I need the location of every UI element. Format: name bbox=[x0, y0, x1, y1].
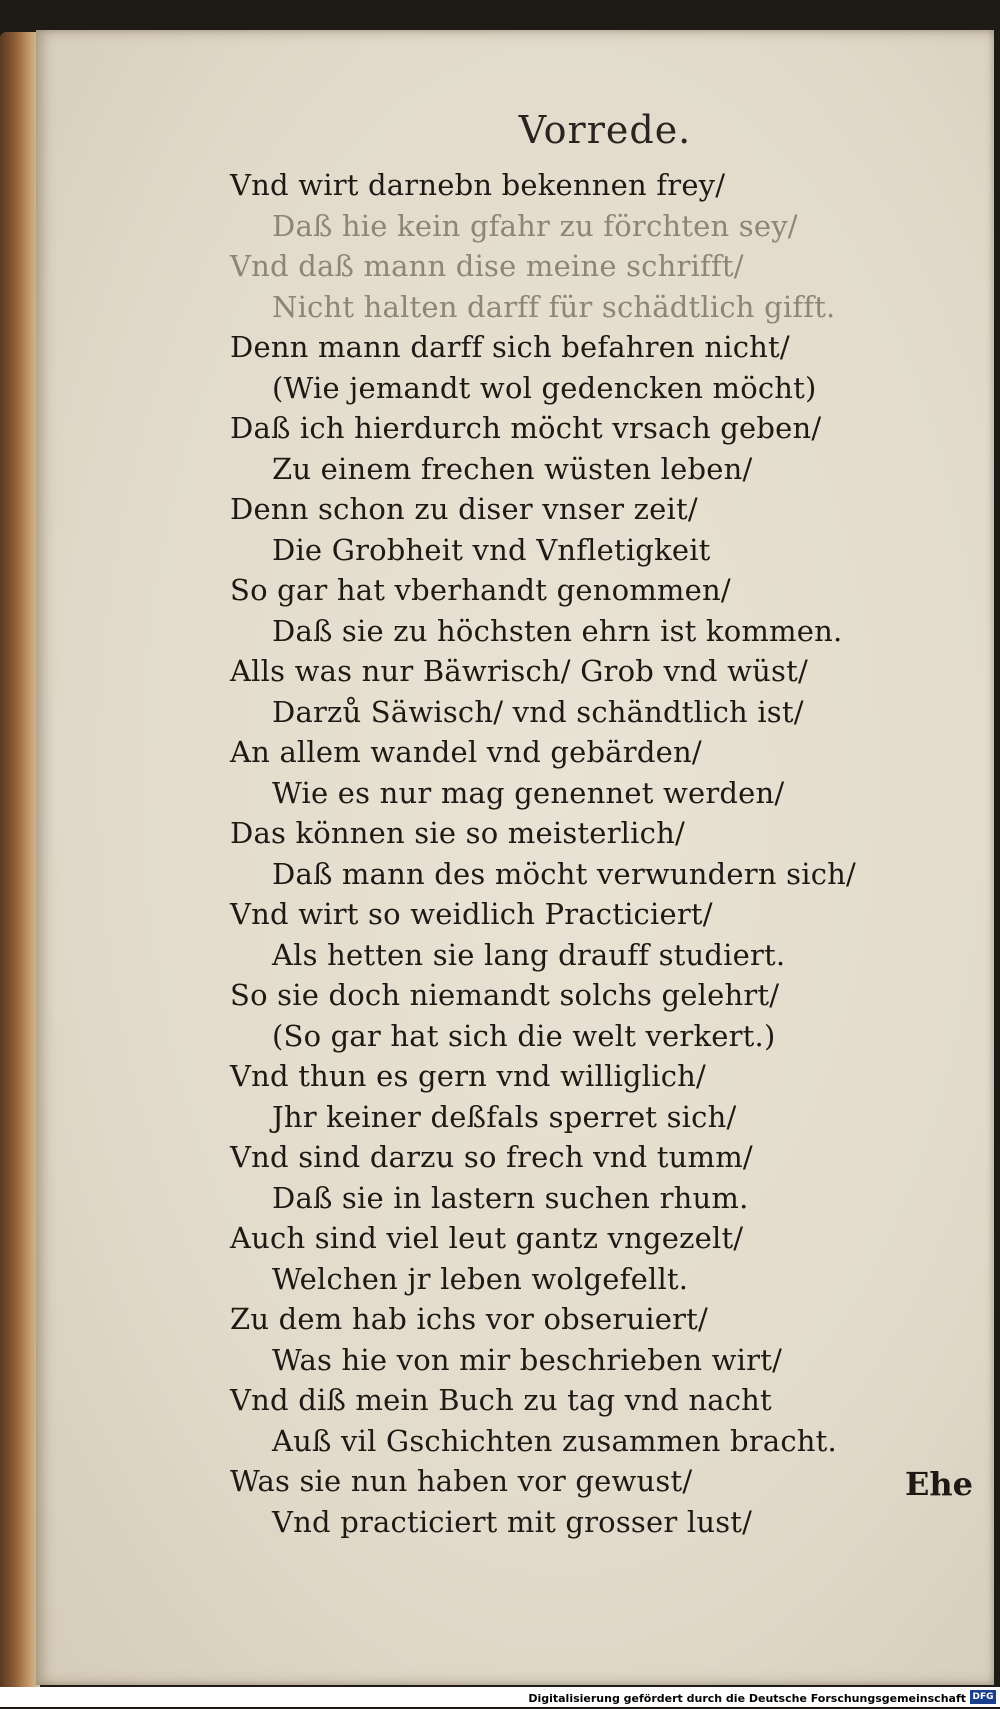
catchword: Ehe bbox=[905, 1465, 974, 1503]
verse-line: Was sie nun haben vor gewust/ bbox=[230, 1464, 693, 1498]
book-binding-edge bbox=[0, 32, 40, 1692]
dfg-logo: DFG bbox=[970, 1690, 996, 1704]
verse-line: Die Grobheit vnd Vnfletigkeit bbox=[272, 532, 711, 567]
verse-line: So gar hat vberhandt genommen/ bbox=[230, 573, 731, 607]
verse-line: Vnd diß mein Buch zu tag vnd nacht bbox=[230, 1383, 772, 1417]
verse-line: Denn schon zu diser vnser zeit/ bbox=[230, 492, 698, 526]
verse-text bbox=[230, 165, 930, 1542]
verse-line: Darzů Säwisch/ vnd schändtlich ist/ bbox=[272, 694, 804, 729]
verse-line: Welchen jr leben wolgefellt. bbox=[272, 1261, 689, 1296]
verse-line: Das können sie so meisterlich/ bbox=[230, 816, 685, 850]
verse-line: Daß sie in lastern suchen rhum. bbox=[272, 1180, 749, 1215]
verse-line: Daß hie kein gfahr zu förchten sey/ bbox=[272, 208, 798, 243]
footer-credit: Digitalisierung gefördert durch die Deutsche Forschungsgemeinschaft bbox=[528, 1692, 966, 1705]
verse-line: Vnd thun es gern vnd williglich/ bbox=[230, 1059, 707, 1093]
verse-line: Zu dem hab ichs vor obseruiert/ bbox=[230, 1302, 708, 1336]
verse-line: Nicht halten darff für schädtlich gifft. bbox=[272, 289, 836, 324]
verse-line: (So gar hat sich die welt verkert.) bbox=[272, 1018, 776, 1053]
verse-line: Vnd sind darzu so frech vnd tumm/ bbox=[230, 1140, 753, 1174]
verse-line: Alls was nur Bäwrisch/ Grob vnd wüst/ bbox=[230, 654, 808, 688]
verse-line: An allem wandel vnd gebärden/ bbox=[230, 735, 702, 769]
running-head: Vorrede. bbox=[518, 108, 692, 152]
verse-line: Vnd wirt darnebn bekennen frey/ bbox=[230, 168, 726, 202]
verse-line: Daß mann des möcht verwundern sich/ bbox=[272, 856, 856, 891]
verse-line: Vnd practiciert mit grosser lust/ bbox=[272, 1504, 753, 1539]
verse-line: Was hie von mir beschrieben wirt/ bbox=[272, 1342, 783, 1377]
verse-line: Wie es nur mag genennet werden/ bbox=[272, 775, 785, 810]
verse-line: Auch sind viel leut gantz vngezelt/ bbox=[230, 1221, 744, 1255]
verse-line: Zu einem frechen wüsten leben/ bbox=[272, 451, 753, 486]
verse-line: Auß vil Gschichten zusammen bracht. bbox=[272, 1423, 837, 1458]
verse-line: Vnd wirt so weidlich Practiciert/ bbox=[230, 897, 713, 931]
verse-line: Vnd daß mann dise meine schrifft/ bbox=[230, 249, 744, 283]
verse-line: Jhr keiner deßfals sperret sich/ bbox=[272, 1099, 737, 1134]
verse-line: Daß sie zu höchsten ehrn ist kommen. bbox=[272, 613, 843, 648]
verse-line: Daß ich hierdurch möcht vrsach geben/ bbox=[230, 411, 822, 445]
verse-line: Denn mann darff sich befahren nicht/ bbox=[230, 330, 790, 364]
verse-line: So sie doch niemandt solchs gelehrt/ bbox=[230, 978, 780, 1012]
verse-line: (Wie jemandt wol gedencken möcht) bbox=[272, 370, 817, 405]
verse-line: Als hetten sie lang drauff studiert. bbox=[272, 937, 786, 972]
digitization-footer bbox=[0, 1687, 1000, 1707]
